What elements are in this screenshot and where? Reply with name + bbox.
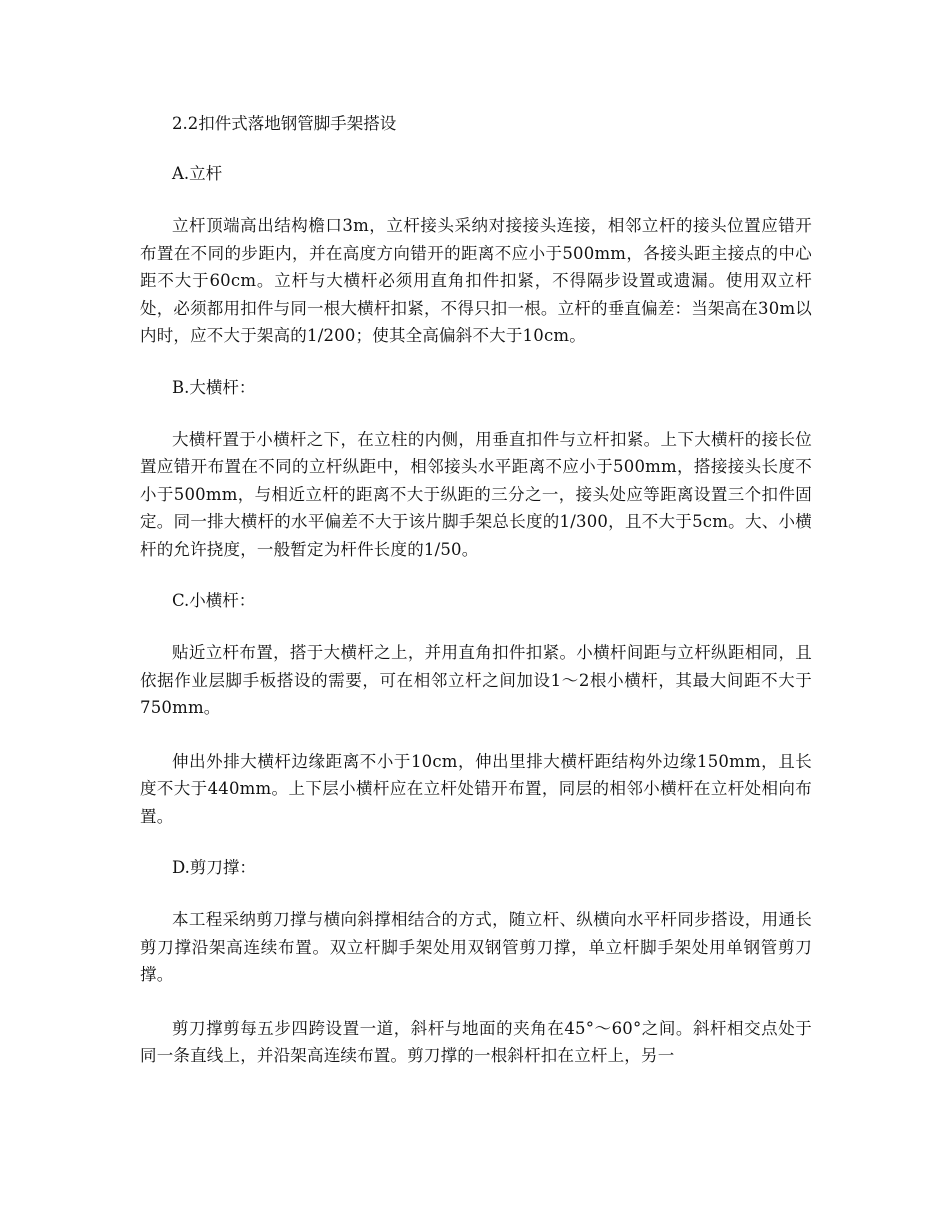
paragraph-d-2: 剪刀撑剪每五步四跨设置一道，斜杆与地面的夹角在45°～60°之间。斜杆相交点处于同一条直线上，并沿架高连续布置。剪刀撑的一根斜杆扣在立杆上，另一 [140, 1018, 812, 1065]
document-page [140, 112, 812, 1070]
paragraph-c-2: 伸出外排大横杆边缘距离不小于10cm，伸出里排大横杆距结构外边缘150mm，且长度不大于440mm。上下层小横杆应在立杆处错开布置，同层的相邻小横杆在立杆处相向布置。 [140, 751, 812, 826]
section-title: 2.2扣件式落地钢管脚手架搭设 [172, 114, 397, 133]
paragraph-c-1: 贴近立杆布置，搭于大横杆之上，并用直角扣件扣紧。小横杆间距与立杆纵距相同，且依据作业层脚手板搭设的需要，可在相邻立杆之间加设1～2根小横杆，其最大间距不大于750mm。 [140, 643, 812, 717]
subsection-title-b: B.大横杆： [172, 377, 256, 397]
subsection-title-c: C.小横杆： [172, 591, 256, 610]
subsection-title-a: A.立杆 [172, 164, 223, 183]
paragraph-a: 立杆顶端高出结构檐口3m，立杆接头采纳对接接头连接，相邻立杆的接头位置应错开布置在不同的步距内，并在高度方向错开的距离不应小于500mm，各接头距主接点的中心距不大于60cm。立杆与大横杆必须用直角扣件扣紧，不得隔步设置或遗漏。使用双立杆处，必须都用扣件与同一根大横杆扣紧，不得只扣一根。立杆的垂直偏差：当架高在30m以内时，应不大于架高的1/200；使其全高偏斜不大于10cm。 [140, 216, 812, 345]
paragraph-b: 大横杆置于小横杆之下，在立柱的内侧，用垂直扣件与立杆扣紧。上下大横杆的接长位置应错开布置在不同的立杆纵距中，相邻接头水平距离不应小于500mm，搭接接头长度不小于500mm，与相近立杆的距离不大于纵距的三分之一，接头处应等距离设置三个扣件固定。同一排大横杆的水平偏差不大于该片脚手架总长度的1/300，且不大于5cm。大、小横杆的允许挠度，一般暂定为杆件长度的1/50。 [140, 429, 812, 559]
subsection-title-d: D.剪刀撑： [172, 858, 256, 877]
paragraph-d-1: 本工程采纳剪刀撑与横向斜撑相结合的方式，随立杆、纵横向水平杆同步搭设，用通长剪刀撑沿架高连续布置。双立杆脚手架处用双钢管剪刀撑，单立杆脚手架处用单钢管剪刀撑。 [140, 910, 812, 984]
